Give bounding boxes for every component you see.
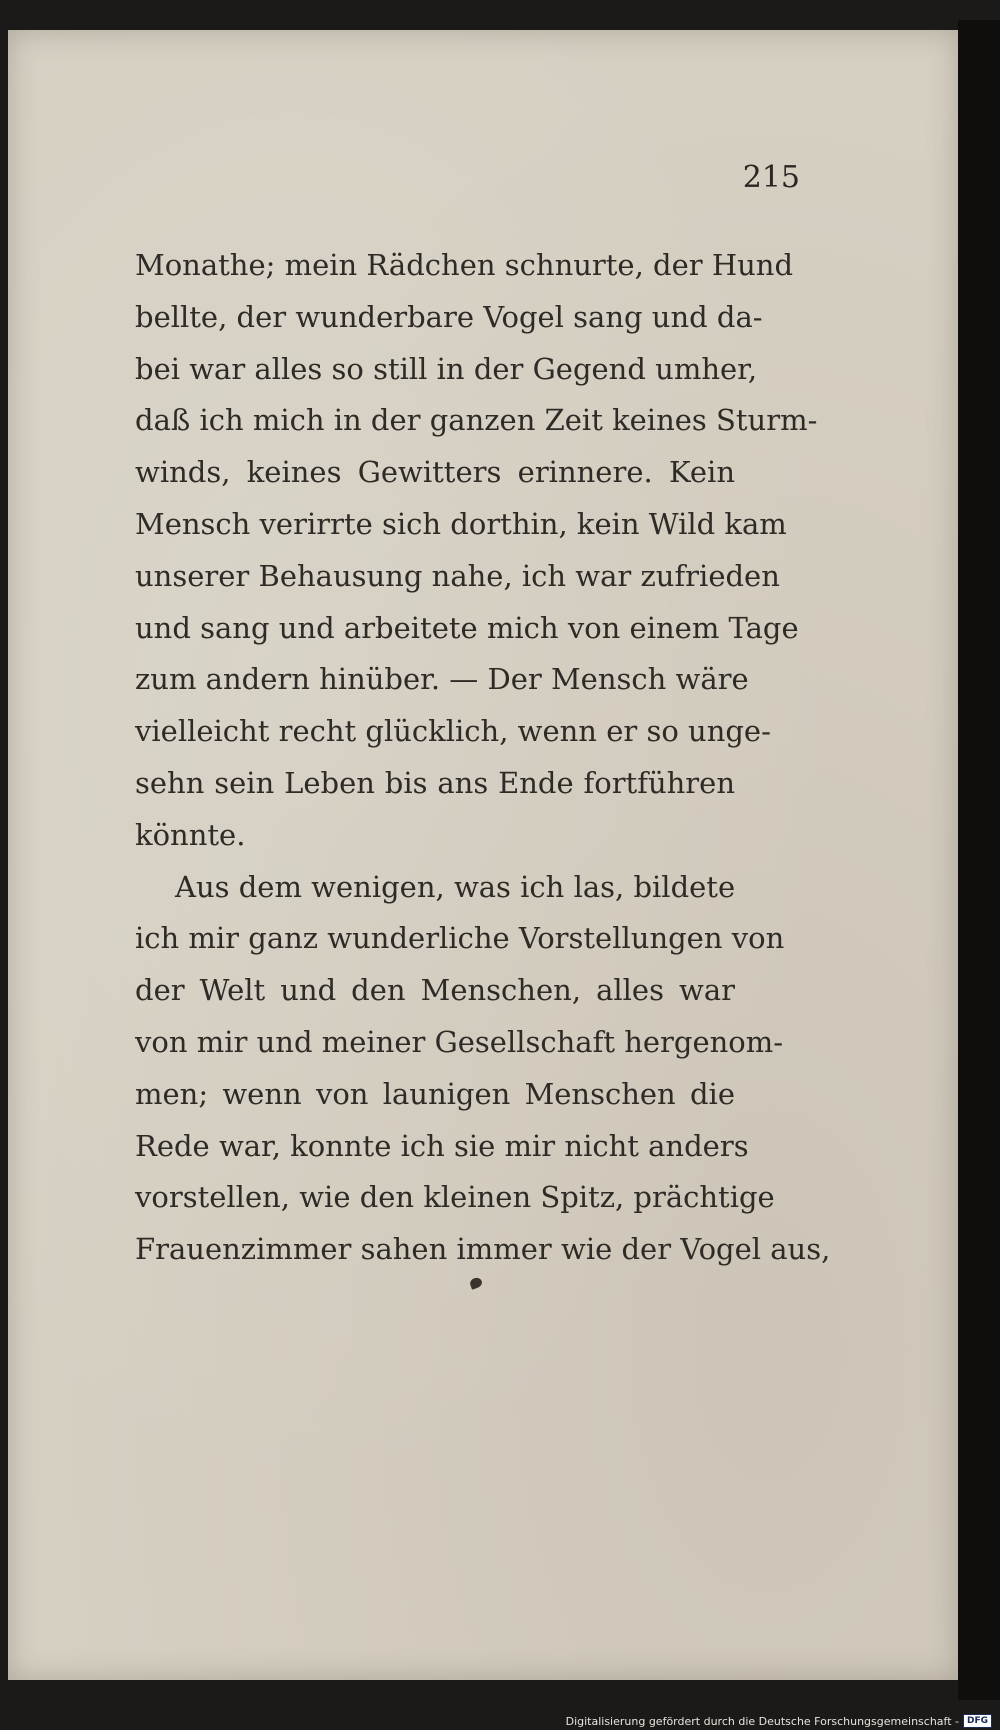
text-line: bei war alles so still in der Gegend umher, — [135, 351, 758, 386]
text-line: Frauenzimmer sahen immer wie der Vogel aus, — [135, 1232, 831, 1267]
text-line: Rede war, konnte ich sie mir nicht anders — [135, 1128, 749, 1163]
body-text — [135, 240, 831, 1276]
credit-text: Digitalisierung gefördert durch die Deutsche Forschungsgemeinschaft - — [565, 1714, 959, 1728]
book-edge — [958, 20, 1000, 1700]
text-line: winds, keines Gewitters erinnere. Kein — [135, 455, 735, 490]
text-line: bellte, der wunderbare Vogel sang und da- — [135, 299, 763, 334]
text-line: und sang und arbeitete mich von einem Tage — [135, 610, 799, 645]
text-line: Mensch verirrte sich dorthin, kein Wild kam — [135, 506, 787, 541]
text-line: könnte. — [135, 817, 246, 852]
text-line: der Welt und den Menschen, alles war — [135, 973, 735, 1008]
text-line: ich mir ganz wunderliche Vorstellungen von — [135, 921, 785, 956]
text-line: sehn sein Leben bis ans Ende fortführen — [135, 765, 735, 800]
text-line: vorstellen, wie den kleinen Spitz, prächtige — [135, 1180, 775, 1215]
text-line: von mir und meiner Gesellschaft hergenom- — [135, 1024, 784, 1059]
text-line: zum andern hinüber. — Der Mensch wäre — [135, 662, 749, 697]
text-line: vielleicht recht glücklich, wenn er so unge- — [135, 714, 771, 749]
text-line: daß ich mich in der ganzen Zeit keines Sturm- — [135, 403, 818, 438]
text-line: unserer Behausung nahe, ich war zufrieden — [135, 558, 780, 593]
page-number: 215 — [742, 160, 800, 195]
text-line: Monathe; mein Rädchen schnurte, der Hund — [135, 248, 794, 282]
text-line: men; wenn von launigen Menschen die — [135, 1076, 735, 1111]
dfg-logo-icon: DFG — [963, 1714, 992, 1728]
digitization-credit — [566, 1714, 992, 1728]
text-line: Aus dem wenigen, was ich las, bildete — [175, 869, 736, 904]
